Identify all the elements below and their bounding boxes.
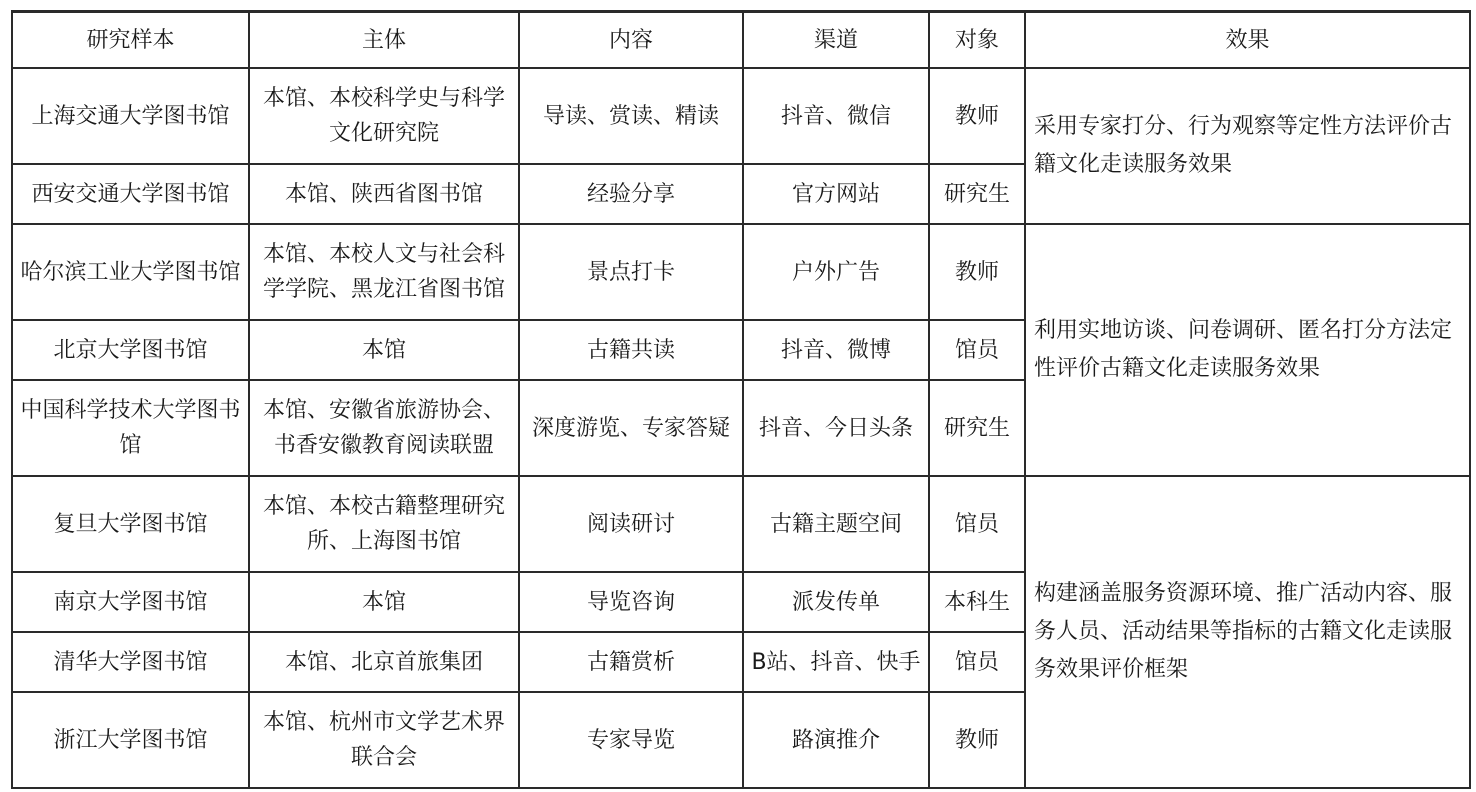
cell-content: 古籍共读 <box>519 320 743 380</box>
cell-content: 景点打卡 <box>519 224 743 320</box>
cell-sample: 复旦大学图书馆 <box>12 476 249 572</box>
header-content: 内容 <box>519 12 743 69</box>
cell-sample: 南京大学图书馆 <box>12 572 249 632</box>
cell-audience: 研究生 <box>929 164 1025 224</box>
cell-channel: 路演推介 <box>743 692 929 788</box>
cell-audience: 馆员 <box>929 632 1025 692</box>
cell-subject: 本馆、本校科学史与科学文化研究院 <box>249 68 519 164</box>
cell-sample: 清华大学图书馆 <box>12 632 249 692</box>
cell-content: 阅读研讨 <box>519 476 743 572</box>
cell-subject: 本馆、杭州市文学艺术界联合会 <box>249 692 519 788</box>
cell-channel: 官方网站 <box>743 164 929 224</box>
cell-effect: 采用专家打分、行为观察等定性方法评价古籍文化走读服务效果 <box>1025 68 1470 224</box>
cell-channel: 派发传单 <box>743 572 929 632</box>
cell-audience: 教师 <box>929 692 1025 788</box>
cell-audience: 研究生 <box>929 380 1025 476</box>
cell-sample: 哈尔滨工业大学图书馆 <box>12 224 249 320</box>
cell-channel: 户外广告 <box>743 224 929 320</box>
cell-channel: B站、抖音、快手 <box>743 632 929 692</box>
table-row <box>12 224 1470 320</box>
cell-sample: 北京大学图书馆 <box>12 320 249 380</box>
cell-audience: 教师 <box>929 224 1025 320</box>
cell-content: 古籍赏析 <box>519 632 743 692</box>
cell-content: 经验分享 <box>519 164 743 224</box>
cell-subject: 本馆 <box>249 320 519 380</box>
cell-audience: 馆员 <box>929 320 1025 380</box>
research-sample-table <box>11 10 1471 789</box>
cell-audience: 本科生 <box>929 572 1025 632</box>
table-row <box>12 476 1470 572</box>
header-sample: 研究样本 <box>12 12 249 69</box>
cell-sample: 西安交通大学图书馆 <box>12 164 249 224</box>
cell-subject: 本馆、北京首旅集团 <box>249 632 519 692</box>
cell-subject: 本馆、安徽省旅游协会、书香安徽教育阅读联盟 <box>249 380 519 476</box>
cell-subject: 本馆、本校古籍整理研究所、上海图书馆 <box>249 476 519 572</box>
cell-content: 导读、赏读、精读 <box>519 68 743 164</box>
cell-subject: 本馆、本校人文与社会科学学院、黑龙江省图书馆 <box>249 224 519 320</box>
cell-effect: 利用实地访谈、问卷调研、匿名打分方法定性评价古籍文化走读服务效果 <box>1025 224 1470 476</box>
cell-audience: 教师 <box>929 68 1025 164</box>
header-channel: 渠道 <box>743 12 929 69</box>
table-header-row <box>12 12 1470 69</box>
cell-content: 专家导览 <box>519 692 743 788</box>
header-effect: 效果 <box>1025 12 1470 69</box>
cell-channel: 抖音、今日头条 <box>743 380 929 476</box>
cell-channel: 古籍主题空间 <box>743 476 929 572</box>
cell-effect: 构建涵盖服务资源环境、推广活动内容、服务人员、活动结果等指标的古籍文化走读服务效果评价框架 <box>1025 476 1470 788</box>
table-row <box>12 68 1470 164</box>
cell-sample: 上海交通大学图书馆 <box>12 68 249 164</box>
table-container <box>11 10 1471 789</box>
cell-content: 深度游览、专家答疑 <box>519 380 743 476</box>
header-audience: 对象 <box>929 12 1025 69</box>
cell-content: 导览咨询 <box>519 572 743 632</box>
cell-channel: 抖音、微信 <box>743 68 929 164</box>
cell-channel: 抖音、微博 <box>743 320 929 380</box>
cell-audience: 馆员 <box>929 476 1025 572</box>
cell-subject: 本馆、陕西省图书馆 <box>249 164 519 224</box>
header-subject: 主体 <box>249 12 519 69</box>
cell-sample: 浙江大学图书馆 <box>12 692 249 788</box>
cell-sample: 中国科学技术大学图书馆 <box>12 380 249 476</box>
cell-subject: 本馆 <box>249 572 519 632</box>
